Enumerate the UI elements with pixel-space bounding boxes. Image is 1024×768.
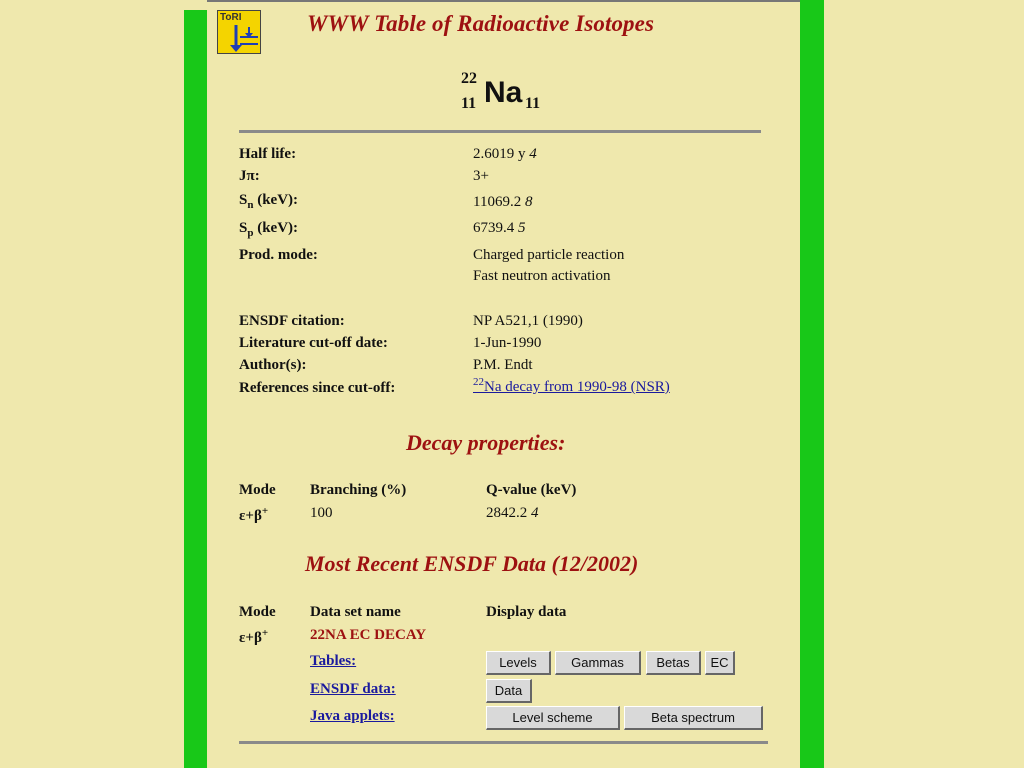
page-content (207, 0, 800, 768)
tables-link[interactable]: Tables: (310, 653, 357, 669)
divider-2 (239, 741, 768, 744)
sn-value: 11069.2 8 (473, 194, 533, 210)
ensdf-data-title: Most Recent ENSDF Data (12/2002) (305, 551, 639, 576)
beta-spectrum-button[interactable]: Beta spectrum (624, 706, 763, 730)
sp-value: 6739.4 5 (473, 220, 526, 236)
half-life-label: Half life: (239, 146, 297, 162)
gammas-button[interactable]: Gammas (555, 651, 641, 675)
atomic-number: 11 (461, 95, 477, 112)
data-button[interactable]: Data (486, 679, 532, 703)
ensdf-header-mode: Mode (239, 604, 276, 620)
element-symbol: Na (484, 76, 523, 109)
decay-header-qvalue: Q-value (keV) (486, 482, 577, 498)
decay-qvalue: 2842.2 4 (486, 505, 539, 521)
half-life-value: 2.6019 y 4 (473, 146, 537, 162)
top-divider (207, 0, 800, 2)
ensdf-dataset-name: 22NA EC DECAY (310, 627, 427, 643)
divider-1 (239, 130, 761, 133)
decay-branching: 100 (310, 505, 333, 521)
nuclide-symbol (461, 70, 551, 118)
level-scheme-button[interactable]: Level scheme (486, 706, 620, 730)
decay-header-mode: Mode (239, 482, 276, 498)
left-green-bar (184, 10, 207, 768)
decay-mode: ε+β+ (239, 505, 269, 524)
ensdf-header-display: Display data (486, 604, 567, 620)
ensdf-citation-value: NP A521,1 (1990) (473, 313, 583, 329)
prod-mode-label: Prod. mode: (239, 247, 318, 263)
ensdf-header-dataset: Data set name (310, 604, 401, 620)
mass-number: 22 (461, 70, 477, 87)
cutoff-date-label: Literature cut-off date: (239, 335, 388, 351)
prod-mode-value-2: Fast neutron activation (473, 268, 611, 284)
prod-mode-value-1: Charged particle reaction (473, 247, 625, 263)
ensdf-citation-label: ENSDF citation: (239, 313, 345, 329)
page-title: WWW Table of Radioactive Isotopes (307, 11, 655, 36)
references-label: References since cut-off: (239, 380, 396, 396)
levels-button[interactable]: Levels (486, 651, 551, 675)
sp-label: $S_p$ (keV): (239, 220, 299, 239)
ensdf-data-link[interactable]: ENSDF data: (310, 681, 396, 697)
decay-header-branching: Branching (%) (310, 482, 407, 498)
cutoff-date-value: 1-Jun-1990 (473, 335, 542, 351)
betas-button[interactable]: Betas (646, 651, 701, 675)
java-applets-link[interactable]: Java applets: (310, 708, 395, 724)
logo-text: ToRI (220, 12, 242, 23)
authors-label: Author(s): (239, 357, 307, 373)
spin-parity-label: Jπ: (239, 168, 260, 184)
ec-button[interactable]: EC (705, 651, 735, 675)
nsr-references-link[interactable]: $^{22}$Na decay from 1990-98 (NSR) (473, 376, 670, 395)
neutron-number: 11 (525, 95, 541, 112)
sn-label: $S_n$ (keV): (239, 192, 299, 211)
spin-parity-value: 3+ (473, 168, 489, 184)
authors-value: P.M. Endt (473, 357, 533, 373)
decay-properties-title: Decay properties: (406, 430, 566, 455)
ensdf-mode: ε+β+ (239, 627, 269, 646)
right-green-bar (800, 0, 824, 768)
tori-logo-icon[interactable] (217, 10, 261, 54)
